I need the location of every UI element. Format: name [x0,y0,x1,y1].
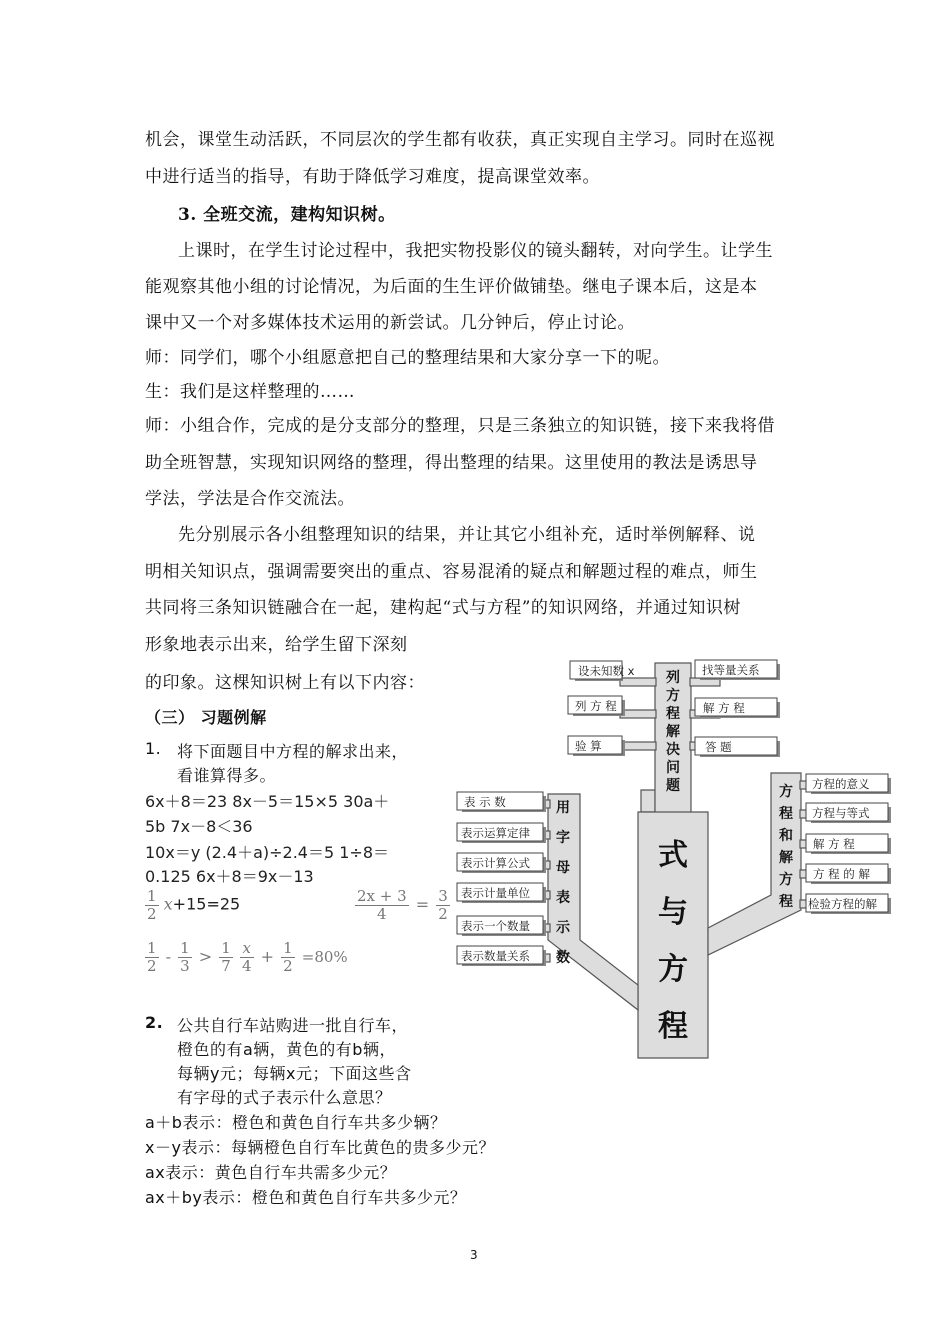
fraction: $\frac{1}{7}$ [221,939,231,975]
question-text: 有字母的式子表示什么意思？ [177,1088,392,1107]
paragraph-line: 先分别展示各小组整理知识的结果，并让其它小组补充，适时举例解释、说 [178,525,756,545]
paragraph-line: 中进行适当的指导，有助于降低学习难度，提高课堂效率。 [145,167,600,187]
fraction: $\frac{1}{2}$ [147,939,157,975]
tree-box-label: 验 算 [575,739,602,753]
svg-text:和: 和 [779,828,793,844]
question-number: 1. [145,739,162,758]
equation-line: 10x＝y (2.4＋a)÷2.4＝5 1÷8＝ [145,843,390,862]
paragraph-line: 机会，课堂生动活跃，不同层次的学生都有收获，真正实现自主学习。同时在巡视 [145,130,775,150]
fraction: $\frac{2x + 3}{4}$ [357,887,407,923]
paragraph-line: 学法，学法是合作交流法。 [145,489,355,509]
paragraph-line: 形象地表示出来，给学生留下深刻 [145,635,408,655]
tree-box-label: 解 方 程 [703,701,745,715]
tree-box-label: 答 题 [705,740,732,754]
answer-line: x－y表示：每辆橙色自行车比黄色的贵多少元？ [145,1138,495,1157]
dialogue-line: 师：小组合作，完成的是分支部分的整理，只是三条独立的知识链，接下来我将借 [145,416,775,436]
question-number: 2. [145,1013,164,1032]
svg-text:方: 方 [658,952,688,987]
answer-line: a＋b表示：橙色和黄色自行车共多少辆？ [145,1113,447,1132]
top-right-boxes [695,660,780,757]
tree-box-label: 表示运算定律 [461,826,530,840]
paragraph-line: 课中又一个对多媒体技术运用的新尝试。几分钟后，停止讨论。 [145,313,635,333]
paragraph-line: 共同将三条知识链融合在一起，建构起“式与方程”的知识网络，并通过知识树 [145,598,741,618]
top-left-boxes [568,661,635,756]
svg-text:方: 方 [779,872,793,888]
paragraph-line: 的印象。这棵知识树上有以下内容： [145,673,425,693]
svg-text:方: 方 [666,688,680,704]
answer-line: ax＋by表示：橙色和黄色自行车共多少元？ [145,1188,467,1207]
svg-text:式: 式 [658,838,688,873]
fraction: $\frac{1}{3}$ [180,939,190,975]
svg-text:解: 解 [779,850,793,866]
top-branch-label [666,670,681,794]
tree-box-label: 方程的意义 [812,777,870,791]
paragraph-line: 助全班智慧，实现知识网络的整理，得出整理的结果。这里使用的教法是诱思导 [145,453,758,473]
paragraph-line: 明相关知识点，强调需要突出的重点、容易混淆的疑点和解题过程的难点，师生 [145,562,758,582]
tree-box-label: 检验方程的解 [808,897,877,911]
right-boxes [806,774,891,914]
tree-box-label: 列 方 程 [575,699,617,713]
tree-box-label: 表示计量单位 [461,886,530,900]
svg-text:问: 问 [666,760,680,776]
tree-box-label: 表示数量关系 [461,949,530,963]
svg-text:程: 程 [658,1009,688,1044]
svg-text:题: 题 [666,778,680,794]
question-text: 将下面题目中方程的解求出来， [177,742,409,761]
svg-text:程: 程 [779,894,793,910]
paragraph-line: 能观察其他小组的讨论情况，为后面的生生评价做铺垫。继电子课本后，这是本 [145,277,758,297]
fraction-equation: $\frac{x}{4}$ + $\frac{1}{2}$ =80% [242,939,348,975]
answer-line: ax表示：黄色自行车共需多少元？ [145,1163,397,1182]
tree-box-label: 表示计算公式 [461,856,530,870]
dialogue-line: 生：我们是这样整理的…… [145,382,355,402]
page-number: 3 [470,1248,478,1262]
fraction: $\frac{1}{2}$ [147,887,157,923]
dialogue-line: 师：同学们，哪个小组愿意把自己的整理结果和大家分享一下的呢。 [145,348,670,368]
question-text: 橙色的有a辆，黄色的有b辆， [177,1040,396,1059]
svg-text:母: 母 [556,860,570,876]
tree-box-label: 方程与等式 [812,806,870,820]
svg-text:字: 字 [556,830,570,846]
equation-line: 0.125 6x＋8＝9x－13 [145,867,314,886]
fraction: $\frac{x}{4}$ [242,939,252,975]
svg-text:用: 用 [556,800,570,816]
svg-text:列: 列 [666,670,680,686]
svg-text:与: 与 [658,895,688,930]
section-heading: 3. 全班交流，建构知识树。 [178,205,396,225]
tree-box-label: 找等量关系 [702,663,760,677]
tree-box-label: 设未知数 x [578,664,635,678]
svg-text:数: 数 [556,950,570,966]
fraction-inequality: $\frac{1}{2}$ - $\frac{1}{3}$ > $\frac{1}{7}$ [147,939,231,975]
fraction: $\frac{3}{2}$ [438,887,448,923]
svg-text:程: 程 [666,706,680,722]
paragraph-line: 上课时，在学生讨论过程中，我把实物投影仪的镜头翻转，对向学生。让学生 [178,241,773,261]
exercises-heading: （三） 习题例解 [145,708,267,727]
tree-box-label: 方 程 的 解 [813,867,870,881]
svg-text:方: 方 [779,784,793,800]
fraction-equation: $\frac{2x + 3}{4}$ = $\frac{3}{2}$ [357,887,448,923]
question-text: 公共自行车站购进一批自行车， [177,1016,409,1035]
tree-box-label: 表示一个数量 [461,919,530,933]
left-boxes [457,792,546,966]
fraction-equation: $\frac{1}{2}$ x+15=25 [147,887,241,923]
equation-line: 6x＋8＝23 8x－5＝15×5 30a＋ [145,792,390,811]
tree-box-label: 表 示 数 [464,795,506,809]
equation-line: 5b 7x－8＜36 [145,817,253,836]
svg-text:解: 解 [666,724,680,740]
fraction: $\frac{1}{2}$ [283,939,293,975]
svg-text:表: 表 [556,890,570,906]
svg-text:示: 示 [556,920,570,936]
svg-text:程: 程 [779,806,793,822]
svg-text:决: 决 [666,742,680,758]
tree-box-label: 解 方 程 [813,837,855,851]
question-text: 每辆y元；每辆x元；下面这些含 [177,1064,412,1083]
question-text: 看谁算得多。 [177,766,277,785]
